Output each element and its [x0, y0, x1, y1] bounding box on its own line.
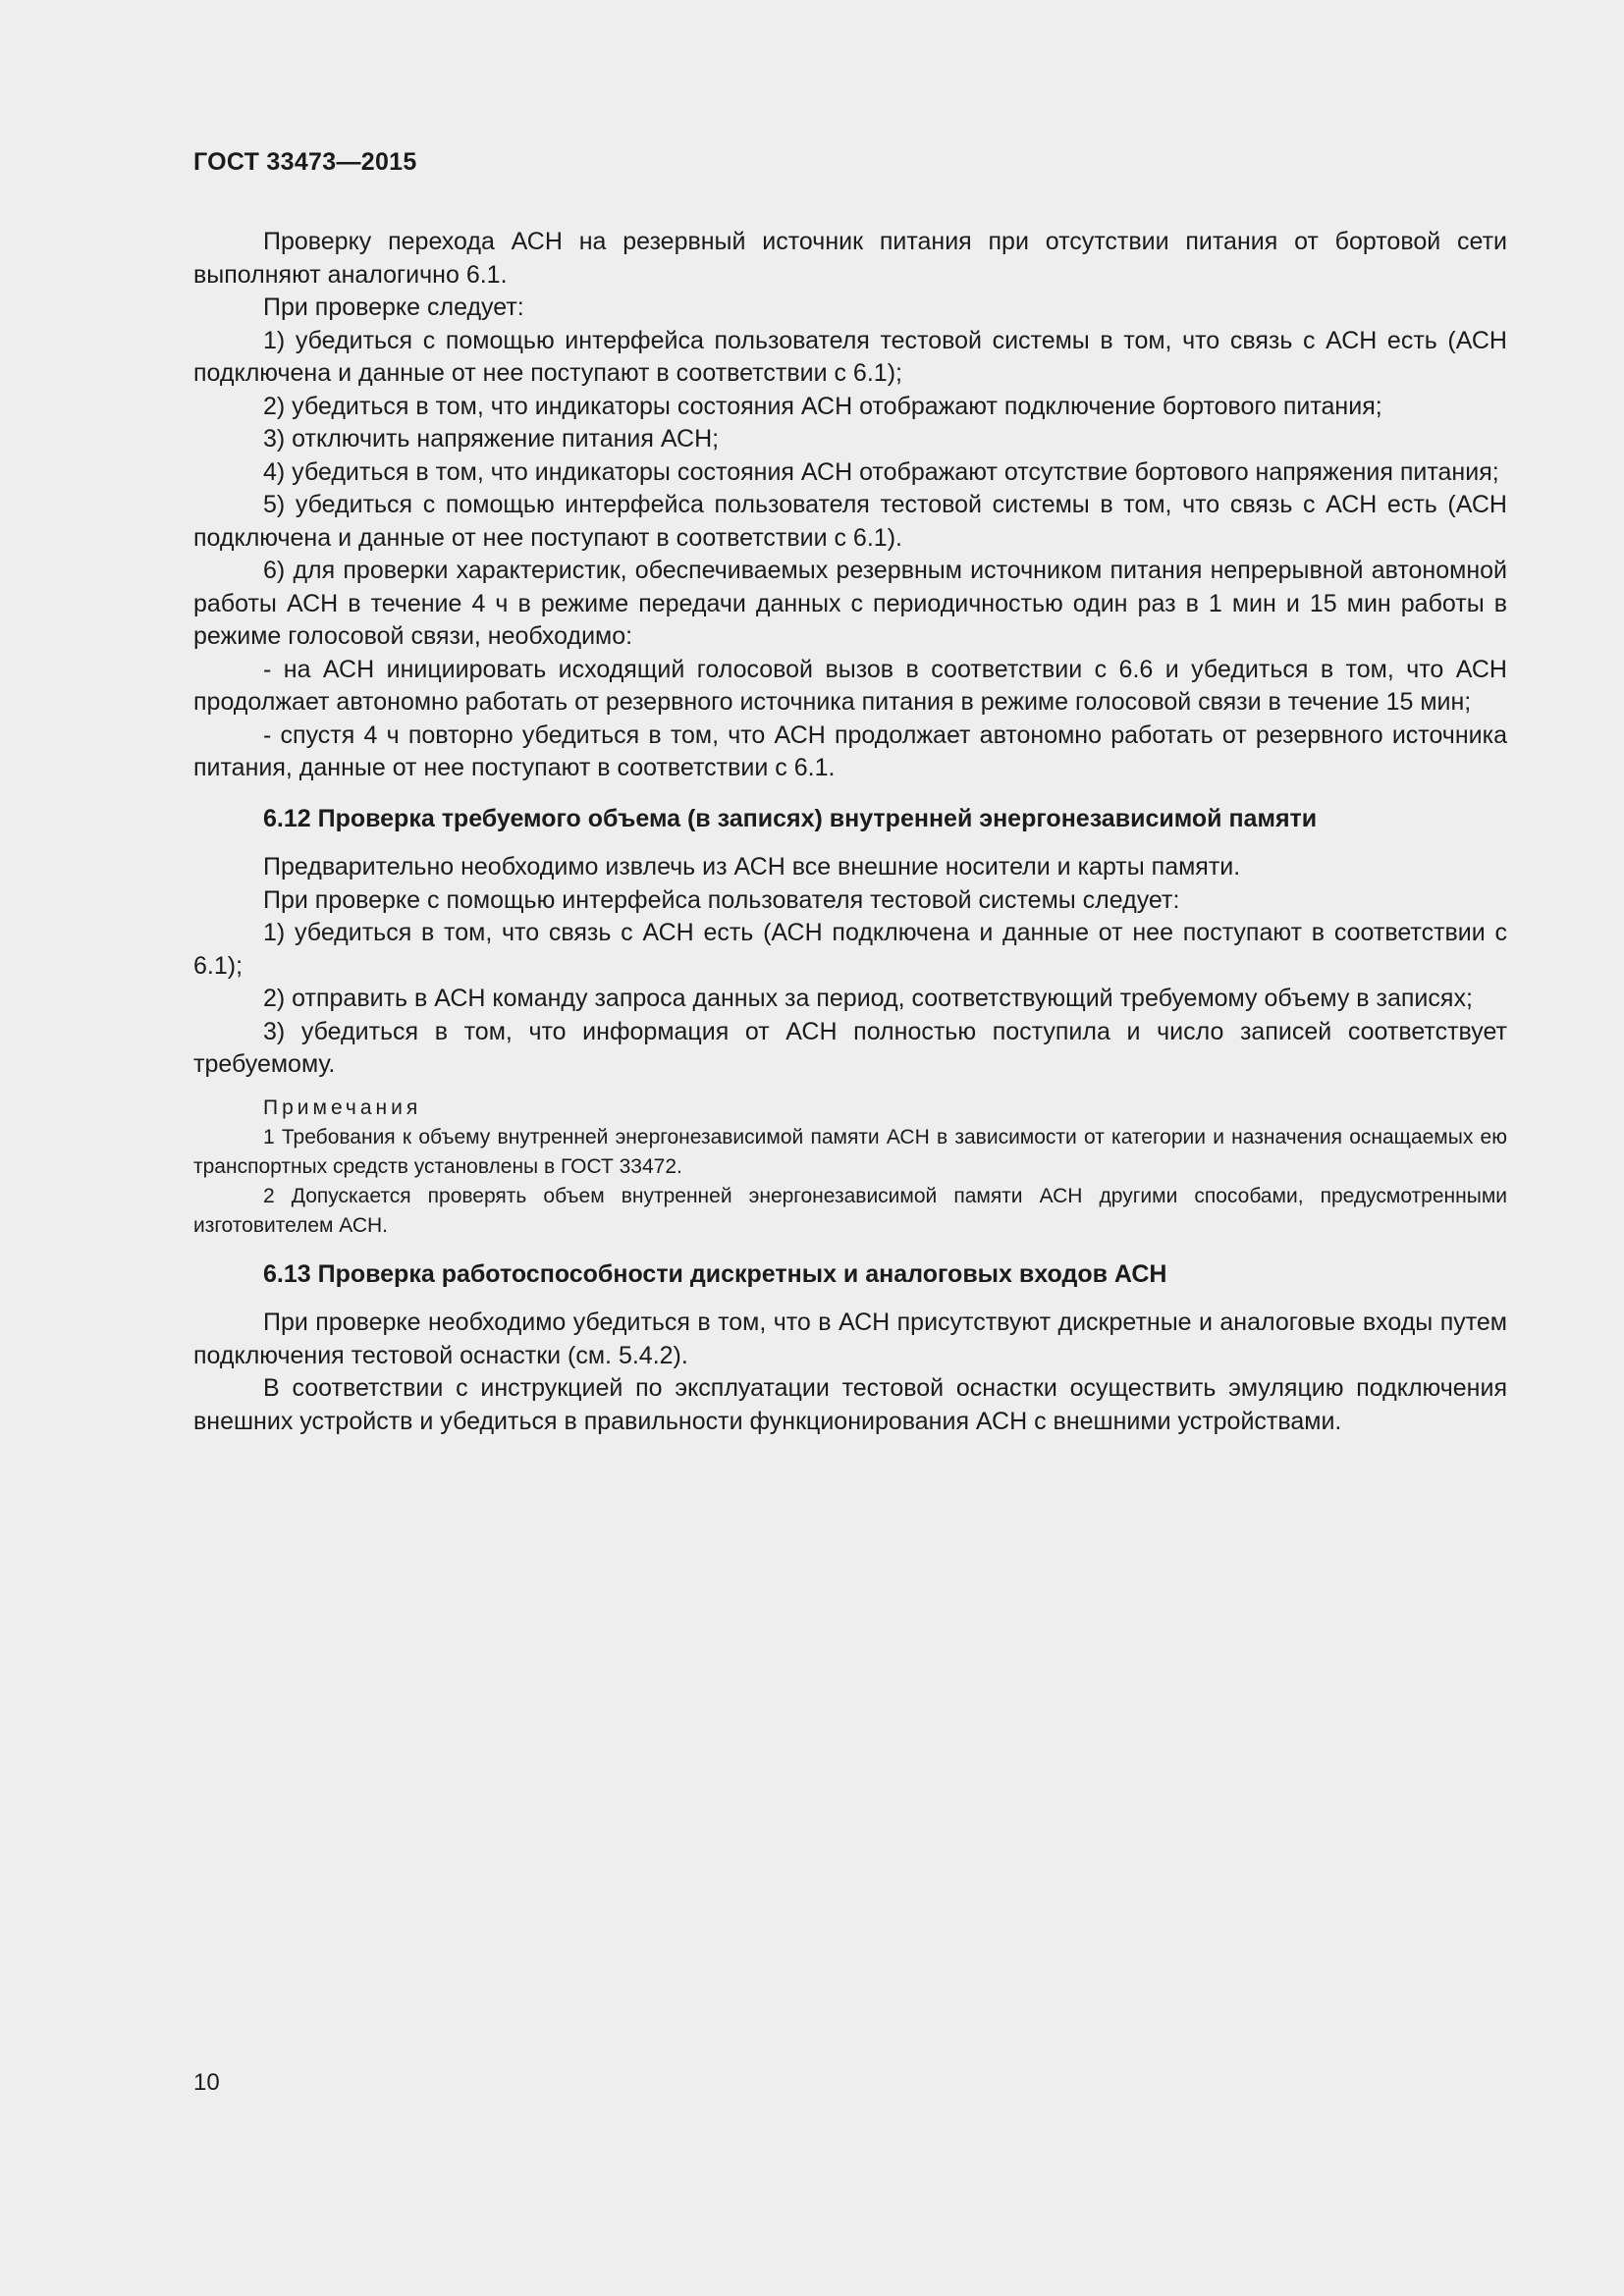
- list-item: 5) убедиться с помощью интерфейса пользователя тестовой системы в том, что связь с АСН есть (АСН подключена и данные от нее поступают в соответствии с 6.1).: [193, 491, 1507, 552]
- list-item: 2) отправить в АСН команду запроса данных за период, соответствующий требуемому объему в записях;: [263, 985, 1473, 1012]
- list-item: 1) убедиться с помощью интерфейса пользователя тестовой системы в том, что связь с АСН есть (АСН подключена и данные от нее поступают в соответствии с 6.1);: [193, 326, 1507, 387]
- dash-item: - на АСН инициировать исходящий голосовой вызов в соответствии с 6.6 и убедиться в том, что АСН продолжает автономно работать от резервного источника питания в режиме голосовой связи в течение 15 мин;: [193, 655, 1507, 716]
- list-item: 3) отключить напряжение питания АСН;: [263, 425, 720, 453]
- list-item: 3) убедиться в том, что информация от АСН полностью поступила и число записей соответствует требуемому.: [193, 1017, 1507, 1078]
- paragraph: При проверке необходимо убедиться в том, что в АСН присутствуют дискретные и аналоговые входы путем подключения тестовой оснастки (см. 5.4.2).: [193, 1308, 1507, 1369]
- paragraph: При проверке с помощью интерфейса пользователя тестовой системы следует:: [263, 885, 1180, 914]
- note-item: 1 Требования к объему внутренней энергонезависимой памяти АСН в зависимости от категории и назначения оснащаемых ею транспортных средств установлены в ГОСТ 33472.: [193, 1125, 1507, 1178]
- notes-title: Примечания: [263, 1095, 422, 1119]
- list-item: 1) убедиться в том, что связь с АСН есть (АСН подключена и данные от нее поступают в соответствии с 6.1);: [193, 919, 1507, 980]
- list-item: 4) убедиться в том, что индикаторы состояния АСН отображают отсутствие бортового напряжения питания;: [263, 457, 1499, 486]
- document-body: [193, 226, 1507, 1438]
- note-item: 2 Допускается проверять объем внутренней энергонезависимой памяти АСН другими способами, предусмотренными изготовителем АСН.: [193, 1184, 1507, 1237]
- list-item: 2) убедиться в том, что индикаторы состояния АСН отображают подключение бортового питания;: [263, 392, 1382, 420]
- dash-item: - спустя 4 ч повторно убедиться в том, что АСН продолжает автономно работать от резервного источника питания, данные от нее поступают в соответствии с 6.1.: [193, 721, 1507, 781]
- paragraph: В соответствии с инструкцией по эксплуатации тестовой оснастки осуществить эмуляцию подключения внешних устройств и убедиться в правильности функционирования АСН с внешними устройствами.: [193, 1374, 1507, 1435]
- paragraph: Предварительно необходимо извлечь из АСН все внешние носители и карты памяти.: [263, 853, 1241, 881]
- page-number: 10: [193, 2069, 220, 2096]
- paragraph: Проверку перехода АСН на резервный источник питания при отсутствии питания от бортовой сети выполняют аналогично 6.1.: [193, 228, 1507, 289]
- section-heading-6-12: 6.12 Проверка требуемого объема (в записях) внутренней энергонезависимой памяти: [263, 804, 1318, 832]
- list-item: 6) для проверки характеристик, обеспечиваемых резервным источником питания непрерывной автономной работы АСН в течение 4 ч в режиме передачи данных с периодичностью один раз в 1 мин и 15 мин работы в режиме голосовой связи, необходимо:: [193, 557, 1507, 650]
- document-header: ГОСТ 33473—2015: [193, 148, 417, 176]
- paragraph: При проверке следует:: [263, 294, 524, 321]
- section-heading-6-13: 6.13 Проверка работоспособности дискретных и аналоговых входов АСН: [263, 1259, 1167, 1288]
